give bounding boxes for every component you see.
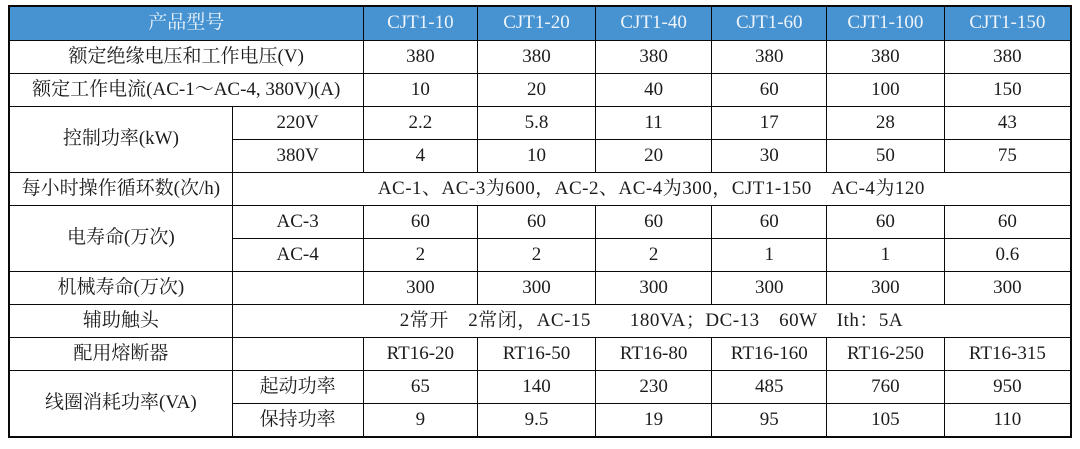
row-label: 线圈消耗功率(VA): [9, 371, 232, 438]
value-cell: 380: [827, 41, 945, 74]
sub-row-label: 380V: [232, 140, 363, 173]
value-cell: 760: [827, 371, 945, 404]
value-cell: 300: [827, 272, 945, 305]
table-row-control-power-220v: [9, 107, 1071, 140]
value-cell: 380: [595, 41, 712, 74]
value-cell: 10: [363, 74, 478, 107]
row-label: 机械寿命(万次): [9, 272, 232, 305]
value-cell: 380: [478, 41, 596, 74]
value-cell: 60: [595, 206, 712, 239]
value-cell: 300: [944, 272, 1071, 305]
value-cell: 300: [595, 272, 712, 305]
row-label: 每小时操作循环数(次/h): [9, 173, 232, 206]
row-label: 额定工作电流(AC-1～AC-4, 380V)(A): [9, 74, 363, 107]
table-row-aux-contacts: [9, 305, 1071, 338]
sub-row-label: 220V: [232, 107, 363, 140]
row-label: 额定绝缘电压和工作电压(V): [9, 41, 363, 74]
value-cell: 1: [712, 239, 827, 272]
value-cell: 0.6: [944, 239, 1071, 272]
value-cell: 40: [595, 74, 712, 107]
table-row-voltage: [9, 41, 1071, 74]
value-cell: 110: [944, 404, 1071, 438]
value-cell: 300: [363, 272, 478, 305]
row-label: 配用熔断器: [9, 338, 232, 371]
table-row-mechanical-life: [9, 272, 1071, 305]
value-cell: 28: [827, 107, 945, 140]
value-cell: RT16-160: [712, 338, 827, 371]
merged-value-cell: AC-1、AC-3为600，AC-2、AC-4为300，CJT1-150 AC-4为120: [232, 173, 1071, 206]
value-cell: 60: [827, 206, 945, 239]
value-cell: RT16-250: [827, 338, 945, 371]
value-cell: 17: [712, 107, 827, 140]
value-cell: 11: [595, 107, 712, 140]
value-cell: 380: [712, 41, 827, 74]
row-label: 控制功率(kW): [9, 107, 232, 173]
value-cell: 30: [712, 140, 827, 173]
header-row: [9, 6, 1071, 41]
value-cell: 9: [363, 404, 478, 438]
value-cell: 60: [712, 206, 827, 239]
column-header: CJT1-20: [478, 6, 596, 41]
table-row-electrical-life-ac3: [9, 206, 1071, 239]
table-row-coil-power-start: [9, 371, 1071, 404]
value-cell: 60: [478, 206, 596, 239]
value-cell: RT16-20: [363, 338, 478, 371]
value-cell: 9.5: [478, 404, 596, 438]
value-cell: 150: [944, 74, 1071, 107]
value-cell: 100: [827, 74, 945, 107]
value-cell: 50: [827, 140, 945, 173]
value-cell: RT16-50: [478, 338, 596, 371]
value-cell: 43: [944, 107, 1071, 140]
sub-row-label: AC-4: [232, 239, 363, 272]
value-cell: 380: [944, 41, 1071, 74]
sub-row-label: AC-3: [232, 206, 363, 239]
value-cell: 300: [712, 272, 827, 305]
cjt1-spec-table: [8, 5, 1072, 438]
value-cell: 1: [827, 239, 945, 272]
table-row-current: [9, 74, 1071, 107]
column-header: CJT1-60: [712, 6, 827, 41]
value-cell: 20: [478, 74, 596, 107]
value-cell: 105: [827, 404, 945, 438]
merged-value-cell: 2常开 2常闭，AC-15 180VA；DC-13 60W Ith：5A: [232, 305, 1071, 338]
value-cell: 20: [595, 140, 712, 173]
sub-row-label: 起动功率: [232, 371, 363, 404]
value-cell: 300: [478, 272, 596, 305]
sub-row-label: 保持功率: [232, 404, 363, 438]
value-cell: 60: [363, 206, 478, 239]
row-label: 电寿命(万次): [9, 206, 232, 272]
value-cell: 950: [944, 371, 1071, 404]
value-cell: 75: [944, 140, 1071, 173]
value-cell: 2: [595, 239, 712, 272]
header-product-model: 产品型号: [9, 6, 363, 41]
empty-cell: [232, 338, 363, 371]
value-cell: 485: [712, 371, 827, 404]
value-cell: 2.2: [363, 107, 478, 140]
value-cell: 60: [944, 206, 1071, 239]
value-cell: 65: [363, 371, 478, 404]
column-header: CJT1-40: [595, 6, 712, 41]
value-cell: 230: [595, 371, 712, 404]
value-cell: 2: [478, 239, 596, 272]
value-cell: 380: [363, 41, 478, 74]
column-header: CJT1-10: [363, 6, 478, 41]
table-row-fuse: [9, 338, 1071, 371]
value-cell: 19: [595, 404, 712, 438]
empty-cell: [232, 272, 363, 305]
column-header: CJT1-100: [827, 6, 945, 41]
value-cell: RT16-80: [595, 338, 712, 371]
value-cell: 10: [478, 140, 596, 173]
value-cell: 2: [363, 239, 478, 272]
row-label: 辅助触头: [9, 305, 232, 338]
column-header: CJT1-150: [944, 6, 1071, 41]
value-cell: 140: [478, 371, 596, 404]
table-row-cycles: [9, 173, 1071, 206]
value-cell: RT16-315: [944, 338, 1071, 371]
value-cell: 5.8: [478, 107, 596, 140]
value-cell: 4: [363, 140, 478, 173]
value-cell: 95: [712, 404, 827, 438]
value-cell: 60: [712, 74, 827, 107]
